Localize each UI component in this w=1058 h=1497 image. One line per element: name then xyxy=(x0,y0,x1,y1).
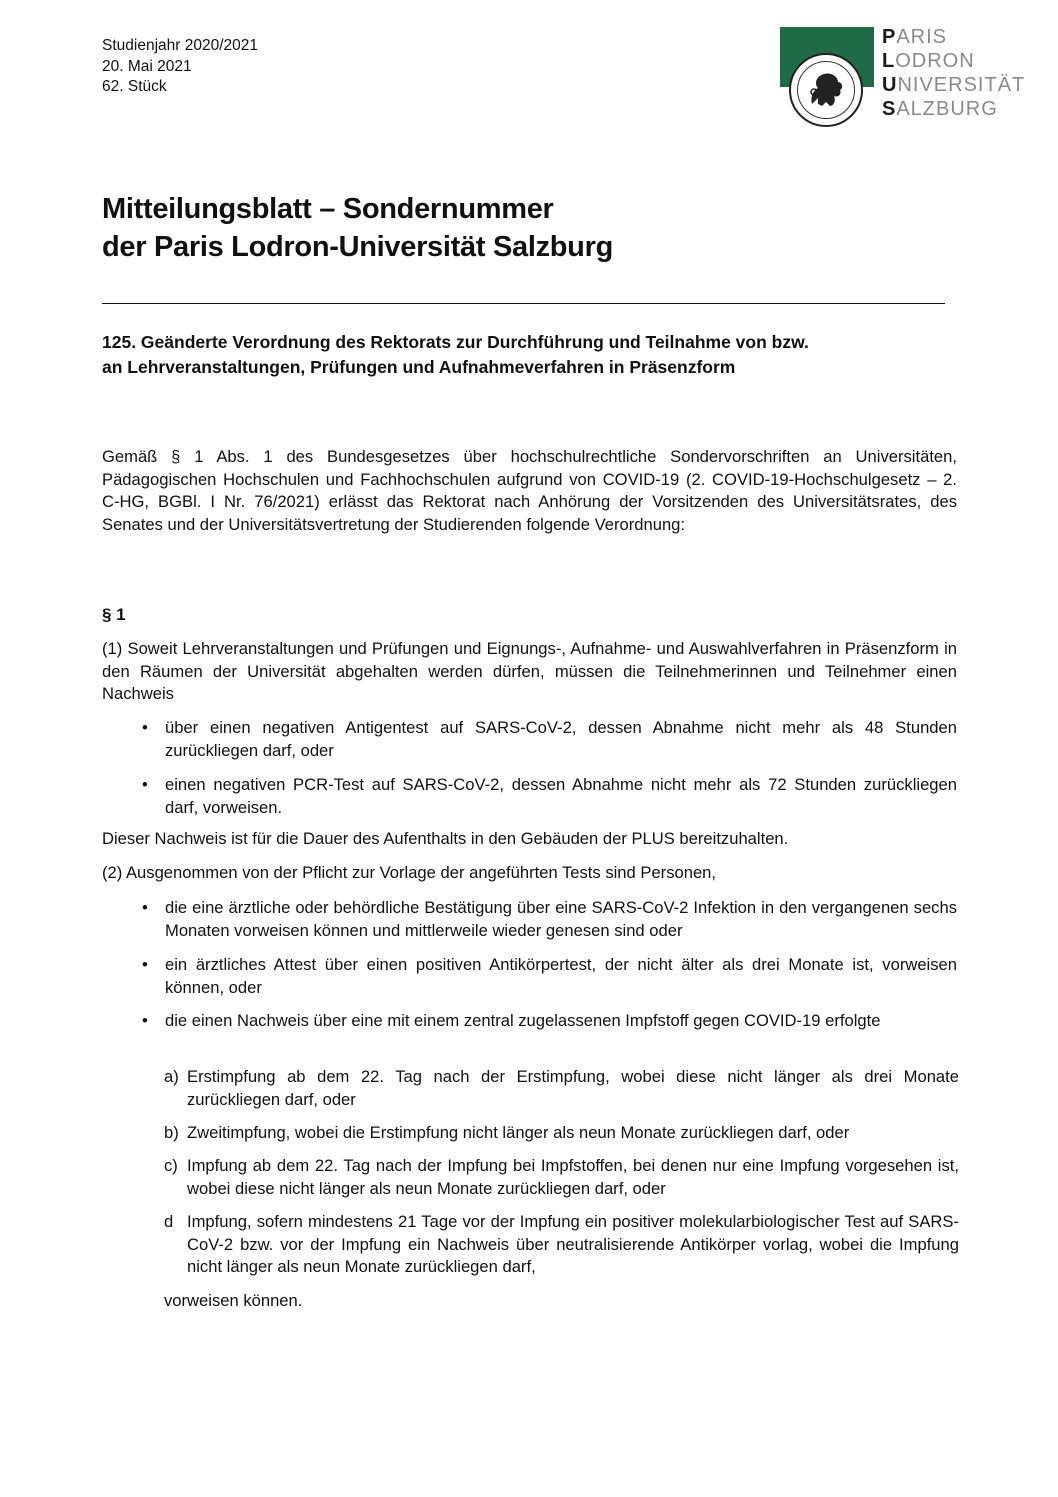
issue-number: 62. Stück xyxy=(102,78,167,95)
page-title: Mitteilungsblatt – Sondernummer der Paris Lodron-Universität Salzburg xyxy=(102,193,613,263)
bullet-icon: • xyxy=(142,955,148,974)
sub-item-b: b) Zweitimpfung, wobei die Erstimpfung nicht länger als neun Monate zurückliegen darf, oder xyxy=(164,1123,850,1142)
document-meta xyxy=(102,36,258,98)
regulation-title: 125. Geänderte Verordnung des Rektorats zur Durchführung und Teilnahme von bzw. an Lehrveranstaltungen, Prüfungen und Aufnahmeverfahren in Präsenzform xyxy=(102,332,809,377)
paragraph-1: (1) Soweit Lehrveranstaltungen und Prüfungen und Eignungs-, Aufnahme- und Auswahlverfahren in Präsenzform in den Räumen der Universität abgehalten werden dürfen, müssen die Teilnehmerinnen und Teilnehmer einen Nachweis xyxy=(102,639,957,703)
sub-item-c: c) Impfung ab dem 22. Tag nach der Impfung bei Impfstoffen, bei denen nur eine Impfung vorgesehen ist, wobei diese nicht länger als neun Monate zurückliegen darf, oder xyxy=(164,1156,959,1198)
list-item: • über einen negativen Antigentest auf SARS-CoV-2, dessen Abnahme nicht mehr als 48 Stunden zurückliegen darf, oder xyxy=(142,718,957,760)
closing-text: vorweisen können. xyxy=(164,1291,303,1310)
bullet-icon: • xyxy=(142,898,148,917)
list-item: • einen negativen PCR-Test auf SARS-CoV-2, dessen Abnahme nicht mehr als 72 Stunden zurückliegen darf, vorweisen. xyxy=(142,775,957,817)
logo-wordmark: PARIS LODRON UNIVERSITÄT SALZBURG xyxy=(882,26,1026,120)
bullet-icon: • xyxy=(142,718,148,737)
sub-item-d: d Impfung, sofern mindestens 21 Tage vor der Impfung ein positiver molekularbiologischer Test auf SARS-CoV-2 bzw. vor der Impfung ein Nachweis über neutralisierende Antikörper vorlag, wobei die Impfung nicht länger als neun Monate zurückliegen darf, xyxy=(164,1212,959,1276)
academic-year: Studienjahr 2020/2021 xyxy=(102,37,258,54)
university-logo xyxy=(780,27,1050,127)
section-heading: § 1 xyxy=(102,605,126,624)
preamble: Gemäß § 1 Abs. 1 des Bundesgesetzes über hochschulrechtliche Sondervorschriften an Universitäten, Pädagogischen Hochschulen und Fachhochschulen aufgrund von COVID-19 (2. COVID-19-Hochschulgesetz – 2. C-HG, BGBl. I Nr. 76/2021) erlässt das Rektorat nach Anhörung der Vorsitzenden des Universitätsrates, des Senates und der Universitätsvertretung der Studierenden folgende Verordnung: xyxy=(102,447,957,534)
list-item: • die eine ärztliche oder behördliche Bestätigung über eine SARS-CoV-2 Infektion in den vergangenen sechs Monaten vorweisen können und mittlerweile wieder genesen sind oder xyxy=(142,898,957,940)
paragraph-1-note: Dieser Nachweis ist für die Dauer des Aufenthalts in den Gebäuden der PLUS bereitzuhalten. xyxy=(102,829,789,848)
paragraph-2: (2) Ausgenommen von der Pflicht zur Vorlage der angeführten Tests sind Personen, xyxy=(102,863,717,882)
sub-item-a: a) Erstimpfung ab dem 22. Tag nach der Erstimpfung, wobei diese nicht länger als drei Monate zurückliegen darf, oder xyxy=(164,1067,959,1109)
list-item: • ein ärztliches Attest über einen positiven Antikörpertest, der nicht älter als drei Monate ist, vorweisen können, oder xyxy=(142,955,957,997)
university-seal-lion-icon xyxy=(789,53,863,127)
title-divider xyxy=(102,303,945,304)
bullet-icon: • xyxy=(142,1011,148,1030)
list-item: • die einen Nachweis über eine mit einem zentral zugelassenen Impfstoff gegen COVID-19 erfolgte xyxy=(102,1010,957,1033)
bullet-icon: • xyxy=(142,775,148,794)
issue-date: 20. Mai 2021 xyxy=(102,57,192,75)
